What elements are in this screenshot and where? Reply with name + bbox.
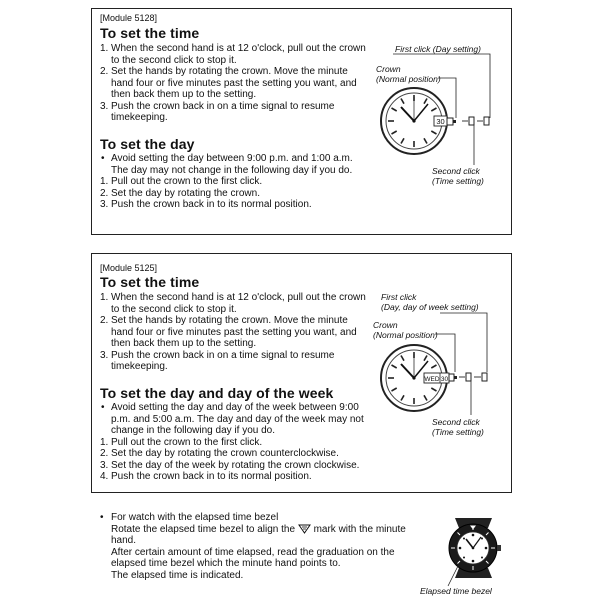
list-item: • Avoid setting the day between 9:00 p.m. and 1:00 a.m. The day may not change in the following day if you do. <box>101 153 353 176</box>
bullet-icon: • <box>101 153 105 164</box>
module-label: [Module 5125] <box>100 263 158 273</box>
callout-first-click: First click (Day setting) <box>395 44 481 54</box>
callout-second-click: Second click (Time setting) <box>432 166 484 186</box>
callout-second-click: Second click (Time setting) <box>432 417 484 437</box>
callout-elapsed-bezel: Elapsed time bezel <box>420 586 492 596</box>
list-item: • Avoid setting the day and day of the week between 9:00 p.m. and 5:00 a.m. The day and day of the week may not change in the following day if you do. <box>101 402 364 436</box>
list-item: 2. Set the hands by rotating the crown. Move the minute hand four or five minutes past the setting you want, and then back them up to the setting. <box>100 66 357 100</box>
date-window-value: 30 <box>440 376 449 383</box>
list-item: 1. Pull out the crown to the first click. <box>100 436 263 448</box>
date-window-value: 30 <box>436 117 445 126</box>
section-heading-set-time: To set the time <box>100 274 200 290</box>
list-item: 2. Set the day by rotating the crown counterclockwise. <box>100 448 339 459</box>
callout-first-click: First click (Day, day of week setting) <box>381 292 479 312</box>
callout-crown: Crown (Normal position) <box>376 64 441 84</box>
list-item: 1. When the second hand is at 12 o'clock, pull out the crown to the second click to stop it. <box>100 292 366 315</box>
callout-crown: Crown (Normal position) <box>373 320 438 340</box>
list-item: 2. Set the hands by rotating the crown. Move the minute hand four or five minutes past the setting you want, and then back them up to the setting. <box>100 315 357 349</box>
footer-paragraph: Rotate the elapsed time bezel to align the mark with the minute hand. After certain amount of time elapsed, read the graduation on the elapsed time bezel which the minute hand points to. The elapsed time is indicated. <box>111 523 406 581</box>
module-label: [Module 5128] <box>100 13 158 23</box>
list-item: 3. Push the crown back in to its normal position. <box>100 199 312 210</box>
footer-bullet-line: • For watch with the elapsed time bezel <box>100 512 279 523</box>
weekday-window-value: WED <box>424 376 440 383</box>
list-item: 4. Push the crown back in to its normal position. <box>100 471 312 482</box>
list-item: 3. Push the crown back in on a time signal to resume timekeeping. <box>100 100 335 123</box>
bullet-icon: • <box>100 512 104 523</box>
section-heading-set-time: To set the time <box>100 25 200 41</box>
section-heading-set-day: To set the day <box>100 136 195 152</box>
list-item: 2. Set the day by rotating the crown. <box>100 187 260 199</box>
bullet-icon: • <box>101 402 105 413</box>
section-heading-set-day-week: To set the day and day of the week <box>100 385 334 401</box>
list-item: 1. Pull out the crown to the first click. <box>100 176 263 187</box>
list-item: 1. When the second hand is at 12 o'clock, pull out the crown to the second click to stop it. <box>100 43 366 66</box>
crown <box>497 545 501 551</box>
list-item: 3. Set the day of the week by rotating the crown clockwise. <box>100 459 360 471</box>
list-item: 3. Push the crown back in on a time signal to resume timekeeping. <box>100 349 335 372</box>
